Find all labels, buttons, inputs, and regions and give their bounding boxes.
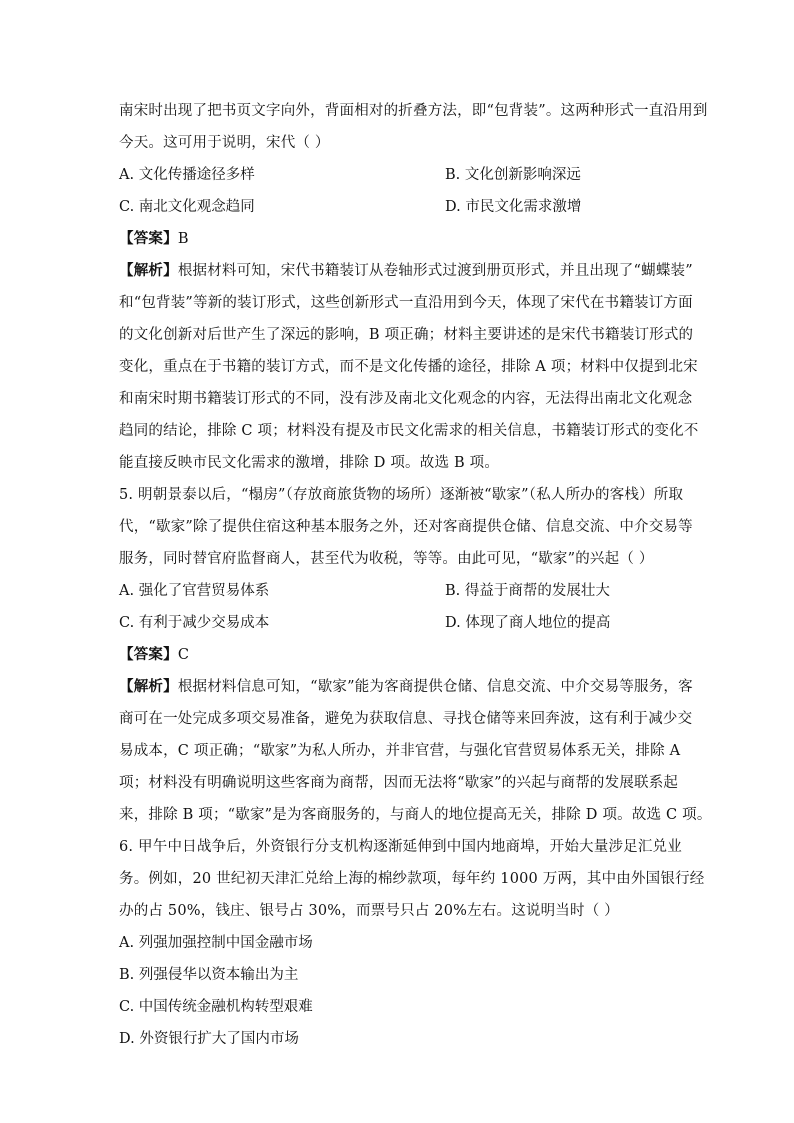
q5-analysis-line-1 [119, 677, 693, 697]
q4-option-c: C. 南北文化观念趋同 [119, 199, 255, 215]
q5-analysis-line-3: 易成本，C 项正确；“歇家”为私人所办，并非官营，与强化官营贸易体系无关，排除 A [119, 743, 681, 759]
q5-stem-line-2: 代，“歇家”除了提供住宿这种基本服务之外，还对客商提供仓储、信息交流、中介交易等 [119, 519, 693, 535]
q4-option-b: B. 文化创新影响深远 [445, 167, 581, 183]
q6-option-a: A. 列强加强控制中国金融市场 [119, 935, 313, 951]
q5-option-d: D. 体现了商人地位的提高 [445, 615, 611, 631]
q5-analysis-line-4: 项；材料没有明确说明这些客商为商帮，因而无法将“歇家”的兴起与商帮的发展联系起 [119, 775, 679, 791]
q6-stem-line-2: 务。例如，20 世纪初天津汇兑给上海的棉纱款项，每年约 1000 万两，其中由外国银行经 [119, 871, 705, 887]
q6-option-d: D. 外资银行扩大了国内市场 [119, 1031, 299, 1047]
q4-analysis-text-1: 根据材料可知，宋代书籍装订从卷轴形式过渡到册页形式，并且出现了“蝴蝶装” [177, 263, 693, 279]
q4-stem-line-2: 今天。这可用于说明，宋代（ ） [119, 135, 330, 151]
q4-analysis-line-4: 变化，重点在于书籍的装订方式，而不是文化传播的途径，排除 A 项；材料中仅提到北宋 [119, 359, 698, 375]
q4-answer-label: 【答案】 [119, 230, 178, 247]
q6-option-c: C. 中国传统金融机构转型艰难 [119, 999, 313, 1015]
q5-answer-label: 【答案】 [119, 646, 178, 663]
q5-analysis-line-2: 商可在一处完成多项交易准备，避免为获取信息、寻找仓储等来回奔波，这有利于减少交 [119, 711, 693, 727]
q4-analysis-line-1 [119, 261, 693, 281]
q4-analysis-line-7: 能直接反映市民文化需求的激增，排除 D 项。故选 B 项。 [119, 455, 500, 471]
q4-analysis-line-6: 趋同的结论，排除 C 项；材料没有提及市民文化需求的相关信息，书籍装订形式的变化不 [119, 423, 699, 439]
q4-answer [119, 229, 679, 249]
q4-stem-line-1: 南宋时出现了把书页文字向外，背面相对的折叠方法，即“包背装”。这两种形式一直沿用到 [119, 103, 708, 119]
q5-analysis-text-1: 根据材料信息可知，“歇家”能为客商提供仓储、信息交流、中介交易等服务，客 [177, 679, 693, 695]
q6-stem-line-3: 办的占 50%，钱庄、银号占 30%，而票号只占 20%左右。这说明当时（ ） [119, 903, 619, 919]
q6-option-b: B. 列强侵华以资本输出为主 [119, 967, 299, 983]
q4-option-a: A. 文化传播途径多样 [119, 167, 255, 183]
q4-analysis-line-5: 和南宋时期书籍装订形式的不同，没有涉及南北文化观念的内容，无法得出南北文化观念 [119, 391, 693, 407]
q4-analysis-line-3: 的文化创新对后世产生了深远的影响，B 项正确；材料主要讲述的是宋代书籍装订形式的 [119, 327, 694, 343]
q4-option-d: D. 市民文化需求激增 [445, 199, 582, 215]
q5-stem-line-1: 5. 明朝景泰以后，“榻房”（存放商旅货物的场所）逐渐被“歇家”（私人所办的客栈）所取 [119, 487, 684, 503]
q5-analysis-line-5: 来，排除 B 项；“歇家”是为客商服务的，与商人的地位提高无关，排除 D 项。故选 C 项。 [119, 807, 712, 823]
q5-option-a: A. 强化了官营贸易体系 [119, 583, 270, 599]
q4-analysis-label: 【解析】 [119, 262, 178, 279]
q5-analysis-label: 【解析】 [119, 678, 178, 695]
q5-option-c: C. 有利于减少交易成本 [119, 615, 270, 631]
q4-answer-value: B [177, 231, 189, 247]
q6-stem-line-1: 6. 甲午中日战争后，外资银行分支机构逐渐延伸到中国内地商埠，开始大量涉足汇兑业 [119, 839, 682, 855]
q5-answer [119, 645, 679, 665]
q5-option-b: B. 得益于商帮的发展壮大 [445, 583, 610, 599]
q4-analysis-line-2: 和“包背装”等新的装订形式，这些创新形式一直沿用到今天，体现了宋代在书籍装订方面 [119, 295, 693, 311]
q5-stem-line-3: 服务，同时替官府监督商人，甚至代为收税，等等。由此可见，“歇家”的兴起（ ） [119, 551, 654, 567]
q5-answer-value: C [177, 647, 190, 663]
